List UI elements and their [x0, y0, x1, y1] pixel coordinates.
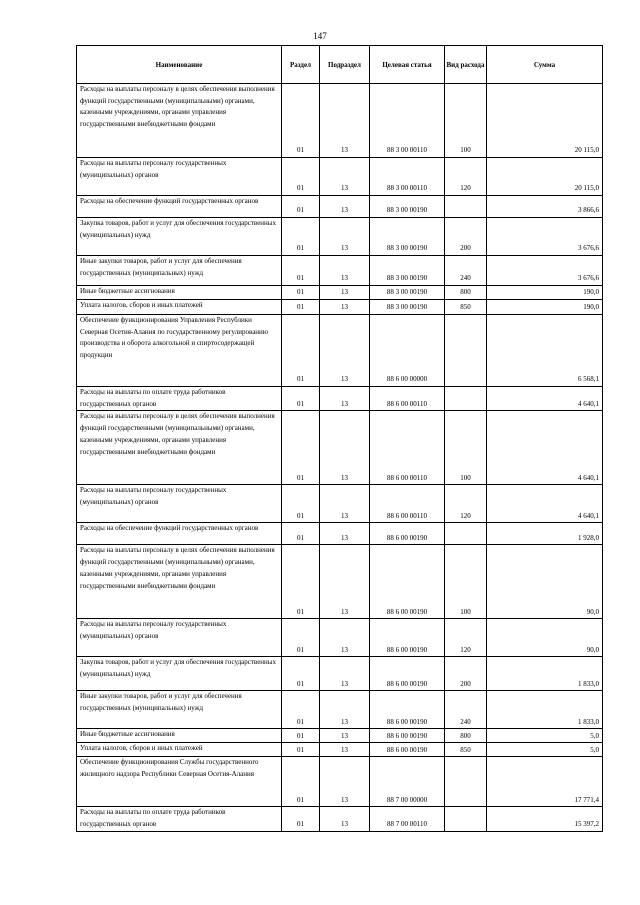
- cell-section: 01: [282, 158, 320, 196]
- page-number: 147: [313, 31, 327, 41]
- cell-section: 01: [282, 485, 320, 523]
- cell-type: [445, 757, 487, 807]
- cell-sum: 3 866,6: [487, 196, 603, 218]
- header-name: Наименование: [77, 46, 282, 84]
- cell-section: 01: [282, 84, 320, 158]
- cell-subsection: 13: [320, 619, 370, 657]
- cell-section: 01: [282, 691, 320, 729]
- table-row: [77, 315, 603, 387]
- cell-subsection: 13: [320, 300, 370, 315]
- cell-subsection: 13: [320, 691, 370, 729]
- cell-section: 01: [282, 411, 320, 485]
- cell-sum: 4 640,1: [487, 485, 603, 523]
- header-type: Вид расхода: [445, 46, 487, 84]
- cell-name: Иные закупки товаров, работ и услуг для обеспечения государственных (муниципальных) нужд: [77, 691, 282, 729]
- cell-subsection: 13: [320, 807, 370, 831]
- cell-target: 88 3 00 00190: [370, 196, 445, 218]
- cell-sum: 5,0: [487, 729, 603, 743]
- cell-type: 100: [445, 411, 487, 485]
- cell-section: 01: [282, 256, 320, 286]
- cell-target: 88 3 00 00110: [370, 158, 445, 196]
- cell-sum: 20 115,0: [487, 158, 603, 196]
- cell-type: 100: [445, 545, 487, 619]
- cell-name: Иные бюджетные ассигнования: [77, 729, 282, 743]
- cell-type: 850: [445, 300, 487, 315]
- cell-type: 240: [445, 256, 487, 286]
- table-row: [77, 691, 603, 729]
- cell-section: 01: [282, 286, 320, 300]
- cell-target: 88 7 00 00000: [370, 757, 445, 807]
- cell-type: [445, 523, 487, 545]
- table-row: [77, 158, 603, 196]
- cell-section: 01: [282, 218, 320, 256]
- cell-target: 88 6 00 00110: [370, 485, 445, 523]
- cell-sum: 1 928,0: [487, 523, 603, 545]
- cell-name: Обеспечение функционирования Управления Республики Северная Осетия-Алания по государственному регулированию производства и оборота алкогольной и спиртосодержащей продукции: [77, 315, 282, 387]
- cell-target: 88 6 00 00000: [370, 315, 445, 387]
- cell-name: Расходы на выплаты персоналу государственных (муниципальных) органов: [77, 619, 282, 657]
- cell-subsection: 13: [320, 256, 370, 286]
- header-sum: Сумма: [487, 46, 603, 84]
- cell-subsection: 13: [320, 657, 370, 691]
- cell-target: 88 6 00 00190: [370, 691, 445, 729]
- cell-section: 01: [282, 300, 320, 315]
- cell-sum: 3 676,6: [487, 256, 603, 286]
- cell-type: 200: [445, 218, 487, 256]
- cell-type: [445, 315, 487, 387]
- cell-subsection: 13: [320, 196, 370, 218]
- header-section: Раздел: [282, 46, 320, 84]
- cell-subsection: 13: [320, 387, 370, 411]
- cell-section: 01: [282, 545, 320, 619]
- table-body: [77, 84, 603, 832]
- cell-name: Уплата налогов, сборов и иных платежей: [77, 743, 282, 757]
- cell-target: 88 3 00 00110: [370, 84, 445, 158]
- cell-type: [445, 807, 487, 831]
- cell-sum: 3 676,6: [487, 218, 603, 256]
- cell-target: 88 3 00 00190: [370, 218, 445, 256]
- cell-target: 88 6 00 00110: [370, 387, 445, 411]
- cell-type: 240: [445, 691, 487, 729]
- cell-section: 01: [282, 196, 320, 218]
- cell-subsection: 13: [320, 545, 370, 619]
- cell-subsection: 13: [320, 218, 370, 256]
- cell-subsection: 13: [320, 757, 370, 807]
- cell-type: 100: [445, 84, 487, 158]
- cell-subsection: 13: [320, 743, 370, 757]
- cell-sum: 20 115,0: [487, 84, 603, 158]
- cell-type: [445, 387, 487, 411]
- cell-section: 01: [282, 523, 320, 545]
- cell-name: Закупка товаров, работ и услуг для обеспечения государственных (муниципальных) нужд: [77, 218, 282, 256]
- table-row: [77, 807, 603, 831]
- cell-type: 800: [445, 729, 487, 743]
- header-row: [77, 46, 603, 84]
- cell-sum: 1 833,0: [487, 657, 603, 691]
- cell-type: 800: [445, 286, 487, 300]
- cell-target: 88 6 00 00190: [370, 657, 445, 691]
- table-row: [77, 523, 603, 545]
- cell-sum: 17 771,4: [487, 757, 603, 807]
- cell-name: Иные бюджетные ассигнования: [77, 286, 282, 300]
- cell-type: [445, 196, 487, 218]
- table-row: [77, 286, 603, 300]
- table-row: [77, 729, 603, 743]
- cell-name: Уплата налогов, сборов и иных платежей: [77, 300, 282, 315]
- cell-subsection: 13: [320, 411, 370, 485]
- cell-section: 01: [282, 657, 320, 691]
- cell-subsection: 13: [320, 315, 370, 387]
- cell-name: Расходы на выплаты по оплате труда работников государственных органов: [77, 807, 282, 831]
- cell-subsection: 13: [320, 158, 370, 196]
- cell-sum: 15 397,2: [487, 807, 603, 831]
- table-row: [77, 300, 603, 315]
- cell-section: 01: [282, 743, 320, 757]
- cell-sum: 190,0: [487, 286, 603, 300]
- header-target: Целевая статья: [370, 46, 445, 84]
- cell-sum: 4 640,1: [487, 387, 603, 411]
- cell-name: Расходы на выплаты персоналу государственных (муниципальных) органов: [77, 158, 282, 196]
- cell-target: 88 3 00 00190: [370, 256, 445, 286]
- cell-sum: 1 833,0: [487, 691, 603, 729]
- cell-subsection: 13: [320, 729, 370, 743]
- cell-sum: 90,0: [487, 619, 603, 657]
- cell-subsection: 13: [320, 523, 370, 545]
- cell-name: Обеспечение функционирования Службы государственного жилищного надзора Республики Северная Осетия-Алания: [77, 757, 282, 807]
- cell-target: 88 7 00 00110: [370, 807, 445, 831]
- table-row: [77, 743, 603, 757]
- cell-name: Иные закупки товаров, работ и услуг для обеспечения государственных (муниципальных) нужд: [77, 256, 282, 286]
- cell-subsection: 13: [320, 286, 370, 300]
- cell-type: 850: [445, 743, 487, 757]
- cell-name: Расходы на выплаты персоналу в целях обеспечения выполнения функций государственными (муниципальными) органами, казенными учреждениями, органами управления государственными внебюджетными фондами: [77, 411, 282, 485]
- cell-section: 01: [282, 757, 320, 807]
- table-row: [77, 256, 603, 286]
- cell-target: 88 3 00 00190: [370, 300, 445, 315]
- table-row: [77, 757, 603, 807]
- cell-section: 01: [282, 807, 320, 831]
- cell-name: Расходы на выплаты персоналу государственных (муниципальных) органов: [77, 485, 282, 523]
- table-row: [77, 387, 603, 411]
- table-row: [77, 485, 603, 523]
- cell-target: 88 6 00 00110: [370, 411, 445, 485]
- table-row: [77, 657, 603, 691]
- table-row: [77, 545, 603, 619]
- cell-sum: 6 568,1: [487, 315, 603, 387]
- cell-name: Закупка товаров, работ и услуг для обеспечения государственных (муниципальных) нужд: [77, 657, 282, 691]
- cell-target: 88 6 00 00190: [370, 545, 445, 619]
- cell-type: 200: [445, 657, 487, 691]
- cell-name: Расходы на выплаты персоналу в целях обеспечения выполнения функций государственными (муниципальными) органами, казенными учреждениями, органами управления государственными внебюджетными фондами: [77, 84, 282, 158]
- cell-target: 88 6 00 00190: [370, 743, 445, 757]
- cell-subsection: 13: [320, 485, 370, 523]
- cell-target: 88 6 00 00190: [370, 523, 445, 545]
- budget-table: [76, 45, 603, 832]
- cell-type: 120: [445, 485, 487, 523]
- table-row: [77, 411, 603, 485]
- table-row: [77, 619, 603, 657]
- cell-section: 01: [282, 729, 320, 743]
- table-row: [77, 196, 603, 218]
- cell-name: Расходы на выплаты персоналу в целях обеспечения выполнения функций государственными (муниципальными) органами, казенными учреждениями, органами управления государственными внебюджетными фондами: [77, 545, 282, 619]
- table-row: [77, 84, 603, 158]
- cell-subsection: 13: [320, 84, 370, 158]
- cell-target: 88 3 00 00190: [370, 286, 445, 300]
- cell-sum: 190,0: [487, 300, 603, 315]
- cell-sum: 5,0: [487, 743, 603, 757]
- cell-section: 01: [282, 387, 320, 411]
- cell-target: 88 6 00 00190: [370, 729, 445, 743]
- cell-name: Расходы на обеспечение функций государственных органов: [77, 523, 282, 545]
- cell-type: 120: [445, 619, 487, 657]
- cell-sum: 4 640,1: [487, 411, 603, 485]
- cell-section: 01: [282, 619, 320, 657]
- table-row: [77, 218, 603, 256]
- cell-type: 120: [445, 158, 487, 196]
- cell-name: Расходы на выплаты по оплате труда работников государственных органов: [77, 387, 282, 411]
- cell-section: 01: [282, 315, 320, 387]
- cell-name: Расходы на обеспечение функций государственных органов: [77, 196, 282, 218]
- cell-sum: 90,0: [487, 545, 603, 619]
- header-subsection: Подраздел: [320, 46, 370, 84]
- cell-target: 88 6 00 00190: [370, 619, 445, 657]
